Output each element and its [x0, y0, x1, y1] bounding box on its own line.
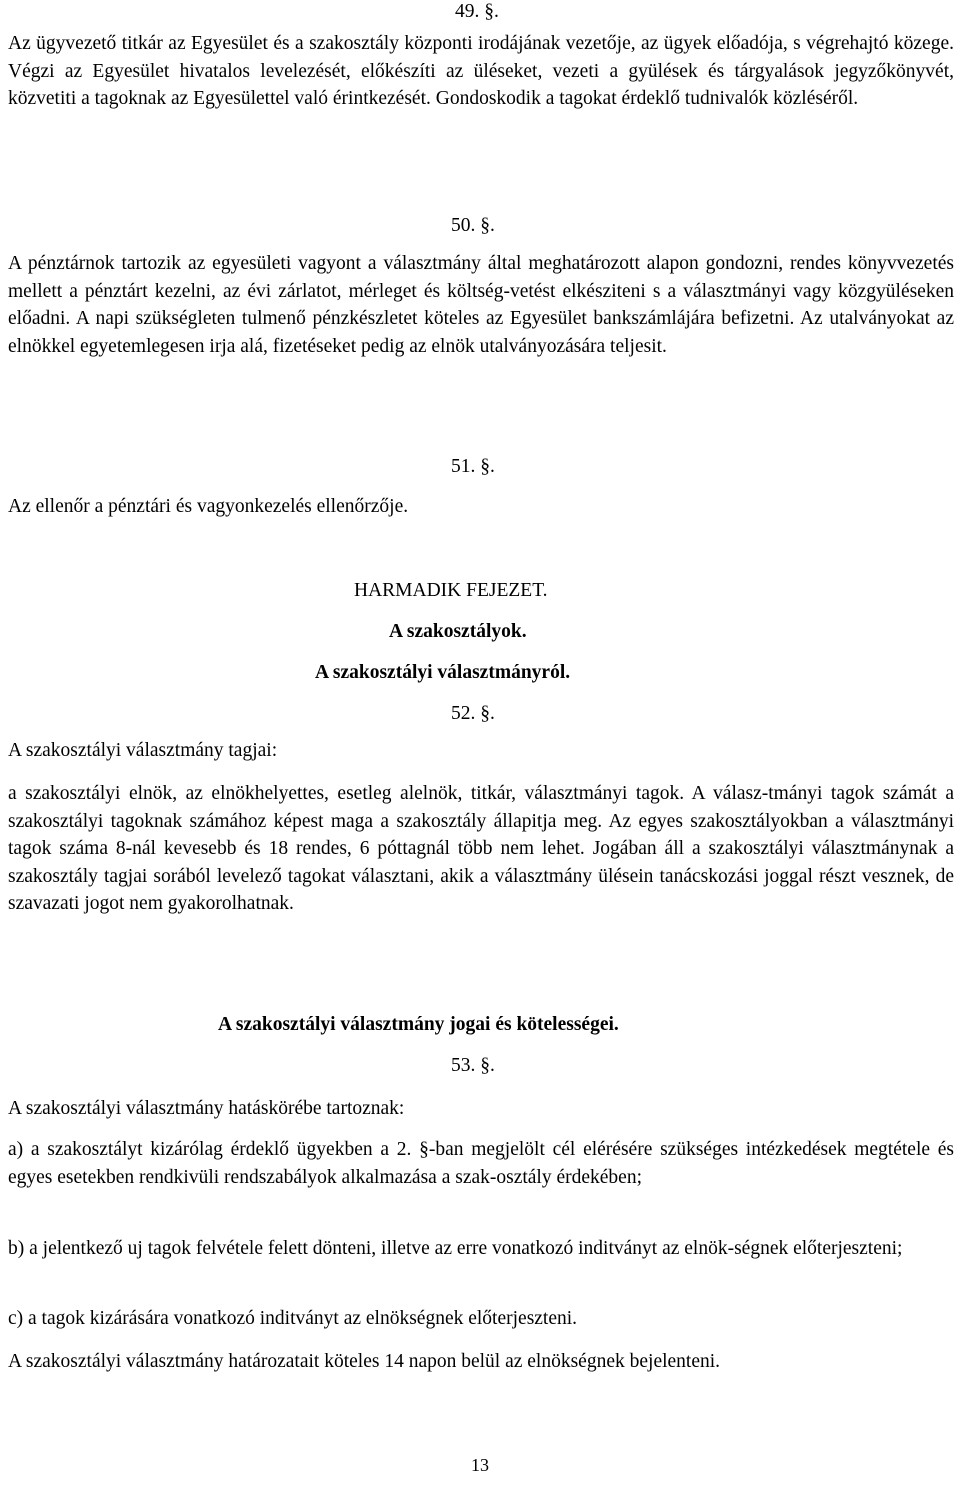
chapter-subtitle: A szakosztályok. — [389, 621, 527, 642]
section-49-body: Az ügyvezető titkár az Egyesület és a szakosztály központi irodájának vezetője, az ügyek előadója, s végrehajtó közege. Végzi az Egyesület hivatalos levelezését, előkészíti az üléseket, vezeti a gyülések és tárgyalások jegyzőkönyvét, közvetiti a tagoknak az Egyesülettel való érintkezését. Gondoskodik a tagokat érdeklő tudnivalók közléséről. — [8, 33, 954, 110]
section-50-number: 50. §. — [451, 215, 495, 236]
section-53-closing: A szakosztályi választmány határozatait köteles 14 napon belül az elnökségnek bejelenteni. — [8, 1351, 721, 1372]
section-52-body: a szakosztályi elnök, az elnökhelyettes, esetleg alelnök, titkár, választmányi tagok. A válasz-tmányi tagok számát a szakosztályi tagoknak számához képest maga a szakosztály állapitja meg. Az egyes szakosztályokban a választmányi tagok száma 8-nál kevesebb és 18 rendes, 6 póttagnál több nem lehet. Jogában áll a szakosztályi választmánynak a szakosztály tagjai sorából levelező tagokat választani, akik a választmány ülésein tanácskozási joggal részt vesznek, de szavazati jogot nem gyakorolhatnak. — [8, 783, 954, 915]
section-53-item-b: b) a jelentkező uj tagok felvétele felett dönteni, illetve az erre vonatkozó inditványt az elnök-ségnek előterjeszteni; — [8, 1238, 903, 1259]
section-51-body: Az ellenőr a pénztári és vagyonkezelés ellenőrzője. — [8, 496, 409, 517]
section-53-number: 53. §. — [451, 1055, 495, 1076]
section-50-body: A pénztárnok tartozik az egyesületi vagyont a választmány által meghatározott alapon gondozni, rendes könyvvezetés mellett a pénztárt kezelni, az évi zárlatot, mérleget és költség-vetést elkésziteni s a választmányi vagy közgyüléseken előadni. A napi szükségleten tulmenő pénzkészletet köteles az Egyesület bankszámlájára befizetni. Az utalványokat az elnökkel egyetemlegesen irja alá, fizetéseket pedig az elnök utalványozására teljesit. — [8, 253, 954, 357]
section-49-number: 49. §. — [455, 1, 499, 22]
section-53-item-c: c) a tagok kizárására vonatkozó inditványt az elnökségnek előterjeszteni. — [8, 1308, 578, 1329]
section-53-item-a: a) a szakosztályt kizárólag érdeklő ügyekben a 2. §-ban megjelölt cél elérésére szükséges intézkedések megtétele és egyes esetekben rendkivüli rendszabályok alkalmazása a szak-osztály érdekében; — [8, 1139, 954, 1188]
section-52-number: 52. §. — [451, 703, 495, 724]
chapter-heading: A szakosztályi választmányról. — [315, 662, 571, 683]
page-number: 13 — [471, 1455, 489, 1475]
chapter-title: HARMADIK FEJEZET. — [354, 580, 548, 601]
section-51-number: 51. §. — [451, 456, 495, 477]
section-53-heading: A szakosztályi választmány jogai és kötelességei. — [218, 1014, 619, 1035]
section-52-intro: A szakosztályi választmány tagjai: — [8, 740, 278, 761]
section-53-intro: A szakosztályi választmány hatáskörébe tartoznak: — [8, 1098, 405, 1119]
